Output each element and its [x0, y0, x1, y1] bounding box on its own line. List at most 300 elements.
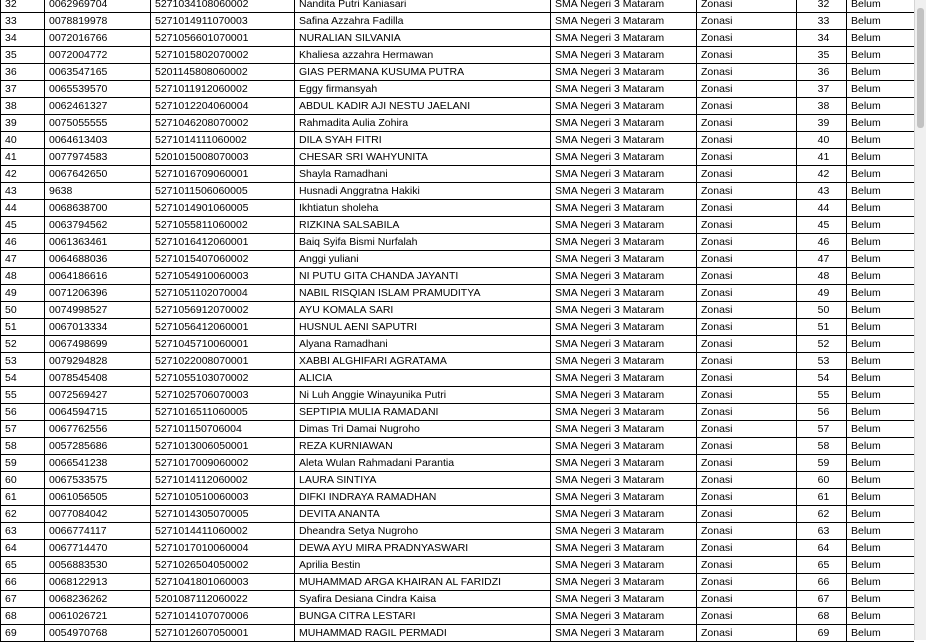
- nik-cell: 5271041801060003: [151, 574, 295, 591]
- admission-route-cell: Zonasi: [697, 506, 797, 523]
- nik-cell: 5271015802070002: [151, 47, 295, 64]
- row-number-cell: 59: [1, 455, 45, 472]
- status-cell: Belum: [847, 574, 915, 591]
- nik-cell: 5271022008070001: [151, 353, 295, 370]
- table-row: [1, 166, 915, 183]
- rank-cell: 55: [797, 387, 847, 404]
- row-number-cell: 65: [1, 557, 45, 574]
- school-cell: SMA Negeri 3 Mataram: [551, 370, 697, 387]
- admission-route-cell: Zonasi: [697, 319, 797, 336]
- nisn-cell: 0067762556: [45, 421, 151, 438]
- row-number-cell: 57: [1, 421, 45, 438]
- nik-cell: 5271055811060002: [151, 217, 295, 234]
- table-row: [1, 574, 915, 591]
- student-name-cell: ALICIA: [295, 370, 551, 387]
- row-number-cell: 48: [1, 268, 45, 285]
- nik-cell: 5271017009060002: [151, 455, 295, 472]
- admission-route-cell: Zonasi: [697, 98, 797, 115]
- row-number-cell: 34: [1, 30, 45, 47]
- admission-route-cell: Zonasi: [697, 455, 797, 472]
- admission-route-cell: Zonasi: [697, 591, 797, 608]
- row-number-cell: 45: [1, 217, 45, 234]
- status-cell: Belum: [847, 472, 915, 489]
- student-name-cell: DEVITA ANANTA: [295, 506, 551, 523]
- school-cell: SMA Negeri 3 Mataram: [551, 200, 697, 217]
- table-row: [1, 234, 915, 251]
- table-row: [1, 421, 915, 438]
- table-row: [1, 591, 915, 608]
- row-number-cell: 35: [1, 47, 45, 64]
- table-row: [1, 455, 915, 472]
- status-cell: Belum: [847, 523, 915, 540]
- admission-route-cell: Zonasi: [697, 64, 797, 81]
- table-row: [1, 472, 915, 489]
- status-cell: Belum: [847, 217, 915, 234]
- rank-cell: 39: [797, 115, 847, 132]
- school-cell: SMA Negeri 3 Mataram: [551, 132, 697, 149]
- rank-cell: 61: [797, 489, 847, 506]
- rank-cell: 43: [797, 183, 847, 200]
- nik-cell: 5271054910060003: [151, 268, 295, 285]
- status-cell: Belum: [847, 183, 915, 200]
- status-cell: Belum: [847, 149, 915, 166]
- nik-cell: 5271013006050001: [151, 438, 295, 455]
- nisn-cell: 0068236262: [45, 591, 151, 608]
- row-number-cell: 66: [1, 574, 45, 591]
- nisn-cell: 0068122913: [45, 574, 151, 591]
- admission-route-cell: Zonasi: [697, 557, 797, 574]
- student-name-cell: AYU KOMALA SARI: [295, 302, 551, 319]
- table-row: [1, 387, 915, 404]
- table-row: [1, 0, 915, 13]
- rank-cell: 51: [797, 319, 847, 336]
- student-name-cell: Alyana Ramadhani: [295, 336, 551, 353]
- rank-cell: 41: [797, 149, 847, 166]
- student-name-cell: MUHAMMAD ARGA KHAIRAN AL FARIDZI: [295, 574, 551, 591]
- student-name-cell: Syafira Desiana Cindra Kaisa: [295, 591, 551, 608]
- school-cell: SMA Negeri 3 Mataram: [551, 30, 697, 47]
- row-number-cell: 43: [1, 183, 45, 200]
- school-cell: SMA Negeri 3 Mataram: [551, 608, 697, 625]
- row-number-cell: 36: [1, 64, 45, 81]
- nik-cell: 5271026504050002: [151, 557, 295, 574]
- nisn-cell: 0063794562: [45, 217, 151, 234]
- nik-cell: 5271017010060004: [151, 540, 295, 557]
- status-cell: Belum: [847, 81, 915, 98]
- row-number-cell: 53: [1, 353, 45, 370]
- school-cell: SMA Negeri 3 Mataram: [551, 64, 697, 81]
- admission-route-cell: Zonasi: [697, 132, 797, 149]
- school-cell: SMA Negeri 3 Mataram: [551, 421, 697, 438]
- table-row: [1, 557, 915, 574]
- row-number-cell: 60: [1, 472, 45, 489]
- school-cell: SMA Negeri 3 Mataram: [551, 574, 697, 591]
- row-number-cell: 37: [1, 81, 45, 98]
- row-number-cell: 63: [1, 523, 45, 540]
- nik-cell: 5271012607050001: [151, 625, 295, 642]
- nisn-cell: 0067642650: [45, 166, 151, 183]
- admission-route-cell: Zonasi: [697, 421, 797, 438]
- status-cell: Belum: [847, 557, 915, 574]
- rank-cell: 66: [797, 574, 847, 591]
- school-cell: SMA Negeri 3 Mataram: [551, 149, 697, 166]
- status-cell: Belum: [847, 98, 915, 115]
- table-row: [1, 13, 915, 30]
- rank-cell: 48: [797, 268, 847, 285]
- nisn-cell: 0079294828: [45, 353, 151, 370]
- row-number-cell: 46: [1, 234, 45, 251]
- status-cell: Belum: [847, 438, 915, 455]
- status-cell: Belum: [847, 319, 915, 336]
- nisn-cell: 0061363461: [45, 234, 151, 251]
- rank-cell: 46: [797, 234, 847, 251]
- nisn-cell: 0067714470: [45, 540, 151, 557]
- scrollbar-thumb[interactable]: [917, 8, 924, 128]
- rank-cell: 37: [797, 81, 847, 98]
- status-cell: Belum: [847, 506, 915, 523]
- row-number-cell: 38: [1, 98, 45, 115]
- admission-route-cell: Zonasi: [697, 251, 797, 268]
- admission-route-cell: Zonasi: [697, 183, 797, 200]
- status-cell: Belum: [847, 115, 915, 132]
- nik-cell: 5201145808060002: [151, 64, 295, 81]
- status-cell: Belum: [847, 404, 915, 421]
- nisn-cell: 0066541238: [45, 455, 151, 472]
- row-number-cell: 50: [1, 302, 45, 319]
- row-number-cell: 64: [1, 540, 45, 557]
- nisn-cell: 0061026721: [45, 608, 151, 625]
- admission-route-cell: Zonasi: [697, 404, 797, 421]
- row-number-cell: 58: [1, 438, 45, 455]
- school-cell: SMA Negeri 3 Mataram: [551, 81, 697, 98]
- table-row: [1, 30, 915, 47]
- student-name-cell: HUSNUL AENI SAPUTRI: [295, 319, 551, 336]
- nik-cell: 5201087112060022: [151, 591, 295, 608]
- nik-cell: 5271014305070005: [151, 506, 295, 523]
- nik-cell: 5271014107070006: [151, 608, 295, 625]
- student-name-cell: Dimas Tri Damai Nugroho: [295, 421, 551, 438]
- nisn-cell: 0067498699: [45, 336, 151, 353]
- rank-cell: 57: [797, 421, 847, 438]
- status-cell: Belum: [847, 234, 915, 251]
- rank-cell: 59: [797, 455, 847, 472]
- table-row: [1, 319, 915, 336]
- rank-cell: 40: [797, 132, 847, 149]
- table-row: [1, 523, 915, 540]
- student-name-cell: SEPTIPIA MULIA RAMADANI: [295, 404, 551, 421]
- row-number-cell: 42: [1, 166, 45, 183]
- nik-cell: 5271014911070003: [151, 13, 295, 30]
- nisn-cell: 0064613403: [45, 132, 151, 149]
- nisn-cell: 0077974583: [45, 149, 151, 166]
- admission-route-cell: Zonasi: [697, 472, 797, 489]
- row-number-cell: 55: [1, 387, 45, 404]
- admission-route-cell: Zonasi: [697, 268, 797, 285]
- school-cell: SMA Negeri 3 Mataram: [551, 438, 697, 455]
- nik-cell: 5271015407060002: [151, 251, 295, 268]
- table-row: [1, 268, 915, 285]
- nik-cell: 5271016511060005: [151, 404, 295, 421]
- student-name-cell: CHESAR SRI WAHYUNITA: [295, 149, 551, 166]
- status-cell: Belum: [847, 0, 915, 13]
- status-cell: Belum: [847, 200, 915, 217]
- table-row: [1, 64, 915, 81]
- student-name-cell: Dheandra Setya Nugroho: [295, 523, 551, 540]
- admission-route-cell: Zonasi: [697, 336, 797, 353]
- nisn-cell: 0071206396: [45, 285, 151, 302]
- school-cell: SMA Negeri 3 Mataram: [551, 319, 697, 336]
- school-cell: SMA Negeri 3 Mataram: [551, 353, 697, 370]
- school-cell: SMA Negeri 3 Mataram: [551, 506, 697, 523]
- status-cell: Belum: [847, 625, 915, 642]
- roster-body: [1, 0, 915, 642]
- rank-cell: 33: [797, 13, 847, 30]
- status-cell: Belum: [847, 387, 915, 404]
- status-cell: Belum: [847, 13, 915, 30]
- student-name-cell: ABDUL KADIR AJI NESTU JAELANI: [295, 98, 551, 115]
- nik-cell: 5271016709060001: [151, 166, 295, 183]
- admission-route-cell: Zonasi: [697, 81, 797, 98]
- admission-route-cell: Zonasi: [697, 115, 797, 132]
- row-number-cell: 33: [1, 13, 45, 30]
- table-row: [1, 183, 915, 200]
- nisn-cell: 0072569427: [45, 387, 151, 404]
- school-cell: SMA Negeri 3 Mataram: [551, 234, 697, 251]
- nik-cell: 5271056412060001: [151, 319, 295, 336]
- nisn-cell: 0078545408: [45, 370, 151, 387]
- row-number-cell: 54: [1, 370, 45, 387]
- student-name-cell: Khaliesa azzahra Hermawan: [295, 47, 551, 64]
- nisn-cell: 0074998527: [45, 302, 151, 319]
- row-number-cell: 51: [1, 319, 45, 336]
- student-name-cell: NABIL RISQIAN ISLAM PRAMUDITYA: [295, 285, 551, 302]
- table-row: [1, 285, 915, 302]
- student-name-cell: Eggy firmansyah: [295, 81, 551, 98]
- table-row: [1, 115, 915, 132]
- nik-cell: 5271056601070001: [151, 30, 295, 47]
- admission-route-cell: Zonasi: [697, 625, 797, 642]
- rank-cell: 32: [797, 0, 847, 13]
- nisn-cell: 0062461327: [45, 98, 151, 115]
- status-cell: Belum: [847, 285, 915, 302]
- nisn-cell: 0066774117: [45, 523, 151, 540]
- nik-cell: 5271056912070002: [151, 302, 295, 319]
- vertical-scrollbar[interactable]: [914, 0, 926, 640]
- row-number-cell: 41: [1, 149, 45, 166]
- nik-cell: 527101150706004: [151, 421, 295, 438]
- status-cell: Belum: [847, 30, 915, 47]
- status-cell: Belum: [847, 47, 915, 64]
- student-name-cell: Ikhtiatun sholeha: [295, 200, 551, 217]
- nisn-cell: 0064688036: [45, 251, 151, 268]
- table-row: [1, 370, 915, 387]
- school-cell: SMA Negeri 3 Mataram: [551, 183, 697, 200]
- status-cell: Belum: [847, 64, 915, 81]
- admission-route-cell: Zonasi: [697, 149, 797, 166]
- admission-route-cell: Zonasi: [697, 540, 797, 557]
- school-cell: SMA Negeri 3 Mataram: [551, 387, 697, 404]
- school-cell: SMA Negeri 3 Mataram: [551, 540, 697, 557]
- row-number-cell: 32: [1, 0, 45, 13]
- rank-cell: 64: [797, 540, 847, 557]
- rank-cell: 34: [797, 30, 847, 47]
- admission-route-cell: Zonasi: [697, 200, 797, 217]
- student-name-cell: REZA KURNIAWAN: [295, 438, 551, 455]
- table-row: [1, 438, 915, 455]
- nisn-cell: 0064186616: [45, 268, 151, 285]
- admission-route-cell: Zonasi: [697, 387, 797, 404]
- nisn-cell: 0072016766: [45, 30, 151, 47]
- admission-route-cell: Zonasi: [697, 166, 797, 183]
- table-row: [1, 540, 915, 557]
- nisn-cell: 0061056505: [45, 489, 151, 506]
- school-cell: SMA Negeri 3 Mataram: [551, 557, 697, 574]
- rank-cell: 54: [797, 370, 847, 387]
- rank-cell: 44: [797, 200, 847, 217]
- student-name-cell: Anggi yuliani: [295, 251, 551, 268]
- nik-cell: 5271010510060003: [151, 489, 295, 506]
- school-cell: SMA Negeri 3 Mataram: [551, 302, 697, 319]
- student-name-cell: MUHAMMAD RAGIL PERMADI: [295, 625, 551, 642]
- rank-cell: 68: [797, 608, 847, 625]
- status-cell: Belum: [847, 489, 915, 506]
- row-number-cell: 56: [1, 404, 45, 421]
- status-cell: Belum: [847, 370, 915, 387]
- admission-route-cell: Zonasi: [697, 489, 797, 506]
- nik-cell: 5271016412060001: [151, 234, 295, 251]
- status-cell: Belum: [847, 302, 915, 319]
- table-row: [1, 506, 915, 523]
- table-row: [1, 217, 915, 234]
- nik-cell: 5271014111060002: [151, 132, 295, 149]
- row-number-cell: 61: [1, 489, 45, 506]
- nisn-cell: 0067013334: [45, 319, 151, 336]
- table-row: [1, 251, 915, 268]
- student-name-cell: DIFKI INDRAYA RAMADHAN: [295, 489, 551, 506]
- student-name-cell: Shayla Ramadhani: [295, 166, 551, 183]
- student-name-cell: BUNGA CITRA LESTARI: [295, 608, 551, 625]
- student-name-cell: LAURA SINTIYA: [295, 472, 551, 489]
- nik-cell: 5271025706070003: [151, 387, 295, 404]
- nisn-cell: 0077084042: [45, 506, 151, 523]
- status-cell: Belum: [847, 353, 915, 370]
- admission-route-cell: Zonasi: [697, 523, 797, 540]
- table-row: [1, 149, 915, 166]
- school-cell: SMA Negeri 3 Mataram: [551, 455, 697, 472]
- school-cell: SMA Negeri 3 Mataram: [551, 523, 697, 540]
- school-cell: SMA Negeri 3 Mataram: [551, 489, 697, 506]
- nisn-cell: 0062969704: [45, 0, 151, 13]
- nik-cell: 5201015008070003: [151, 149, 295, 166]
- admission-route-cell: Zonasi: [697, 234, 797, 251]
- rank-cell: 42: [797, 166, 847, 183]
- student-name-cell: Aprilia Bestin: [295, 557, 551, 574]
- student-name-cell: NURALIAN SILVANIA: [295, 30, 551, 47]
- table-row: [1, 489, 915, 506]
- rank-cell: 63: [797, 523, 847, 540]
- row-number-cell: 67: [1, 591, 45, 608]
- admission-route-cell: Zonasi: [697, 608, 797, 625]
- nik-cell: 5271011912060002: [151, 81, 295, 98]
- status-cell: Belum: [847, 251, 915, 268]
- student-name-cell: DILA SYAH FITRI: [295, 132, 551, 149]
- nik-cell: 5271014411060002: [151, 523, 295, 540]
- nik-cell: 5271045710060001: [151, 336, 295, 353]
- table-row: [1, 353, 915, 370]
- school-cell: SMA Negeri 3 Mataram: [551, 285, 697, 302]
- row-number-cell: 40: [1, 132, 45, 149]
- student-name-cell: GIAS PERMANA KUSUMA PUTRA: [295, 64, 551, 81]
- admission-route-cell: Zonasi: [697, 353, 797, 370]
- nisn-cell: 0054970768: [45, 625, 151, 642]
- admission-route-cell: Zonasi: [697, 302, 797, 319]
- status-cell: Belum: [847, 132, 915, 149]
- admission-route-cell: Zonasi: [697, 285, 797, 302]
- rank-cell: 56: [797, 404, 847, 421]
- school-cell: SMA Negeri 3 Mataram: [551, 625, 697, 642]
- nik-cell: 5271014901060005: [151, 200, 295, 217]
- nisn-cell: 0063547165: [45, 64, 151, 81]
- student-name-cell: Husnadi Anggratna Hakiki: [295, 183, 551, 200]
- nisn-cell: 0056883530: [45, 557, 151, 574]
- nisn-cell: 0067533575: [45, 472, 151, 489]
- row-number-cell: 68: [1, 608, 45, 625]
- table-row: [1, 81, 915, 98]
- row-number-cell: 47: [1, 251, 45, 268]
- nisn-cell: 9638: [45, 183, 151, 200]
- school-cell: SMA Negeri 3 Mataram: [551, 98, 697, 115]
- table-row: [1, 98, 915, 115]
- admission-route-cell: Zonasi: [697, 438, 797, 455]
- student-name-cell: XABBI ALGHIFARI AGRATAMA: [295, 353, 551, 370]
- rank-cell: 50: [797, 302, 847, 319]
- nisn-cell: 0064594715: [45, 404, 151, 421]
- rank-cell: 65: [797, 557, 847, 574]
- school-cell: SMA Negeri 3 Mataram: [551, 115, 697, 132]
- admission-route-cell: Zonasi: [697, 217, 797, 234]
- status-cell: Belum: [847, 540, 915, 557]
- rank-cell: 47: [797, 251, 847, 268]
- rank-cell: 67: [797, 591, 847, 608]
- rank-cell: 69: [797, 625, 847, 642]
- row-number-cell: 49: [1, 285, 45, 302]
- rank-cell: 60: [797, 472, 847, 489]
- student-name-cell: Aleta Wulan Rahmadani Parantia: [295, 455, 551, 472]
- nik-cell: 5271034108060002: [151, 0, 295, 13]
- status-cell: Belum: [847, 591, 915, 608]
- table-row: [1, 302, 915, 319]
- table-row: [1, 47, 915, 64]
- student-name-cell: NI PUTU GITA CHANDA JAYANTI: [295, 268, 551, 285]
- student-name-cell: Safina Azzahra Fadilla: [295, 13, 551, 30]
- rank-cell: 38: [797, 98, 847, 115]
- rank-cell: 62: [797, 506, 847, 523]
- row-number-cell: 44: [1, 200, 45, 217]
- row-number-cell: 39: [1, 115, 45, 132]
- nik-cell: 5271046208070002: [151, 115, 295, 132]
- status-cell: Belum: [847, 166, 915, 183]
- nik-cell: 5271014112060002: [151, 472, 295, 489]
- rank-cell: 53: [797, 353, 847, 370]
- rank-cell: 58: [797, 438, 847, 455]
- school-cell: SMA Negeri 3 Mataram: [551, 13, 697, 30]
- row-number-cell: 52: [1, 336, 45, 353]
- table-row: [1, 132, 915, 149]
- student-name-cell: Baiq Syifa Bismi Nurfalah: [295, 234, 551, 251]
- admission-route-cell: Zonasi: [697, 370, 797, 387]
- school-cell: SMA Negeri 3 Mataram: [551, 472, 697, 489]
- nisn-cell: 0072004772: [45, 47, 151, 64]
